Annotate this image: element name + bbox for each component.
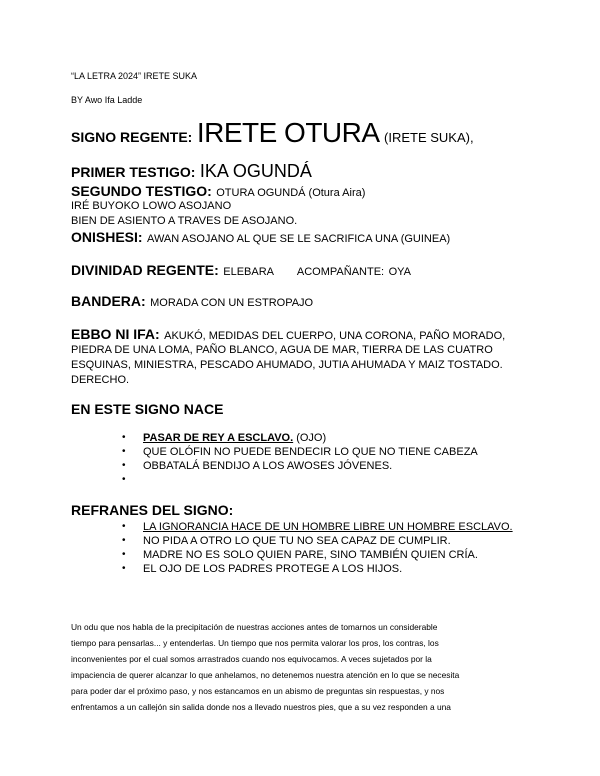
nace-item-main: QUE OLÓFIN NO PUEDE BENDECIR LO QUE NO TIENE CABEZA [143, 446, 478, 458]
paragraph-line: enfrentamos a un callejón sin salida donde nos a llevado nuestros pies, que a su vez responden a una [71, 702, 451, 712]
ebbo-line1-text: AKUKÓ, MEDIDAS DEL CUERPO, UNA CORONA, PAÑO MORADO, [164, 330, 506, 342]
onishesi-label: ONISHESI: [71, 229, 143, 245]
bullet-icon: • [122, 563, 126, 574]
author-line: BY Awo Ifa Ladde [71, 95, 143, 105]
bullet-icon: • [122, 521, 126, 532]
list-item [122, 445, 478, 459]
onishesi-line [71, 228, 450, 248]
divinidad-line [71, 261, 411, 281]
body-paragraph [71, 619, 531, 715]
nace-item-main: OBBATALÁ BENDIJO A LOS AWOSES JÓVENES. [143, 460, 393, 472]
paragraph-line: para poder dar el próximo paso, y nos estancamos en un abismo de preguntas sin respuestas, y nos [71, 686, 445, 696]
list-item [122, 562, 513, 576]
signo-regente-line [71, 116, 474, 155]
divinidad-value: ELEBARA [223, 266, 274, 278]
acompanante-label: ACOMPAÑANTE: [296, 266, 385, 278]
nace-item-main: PASAR DE REY A ESCLAVO. [143, 432, 294, 444]
list-item [122, 431, 478, 445]
refran-text: EL OJO DE LOS PADRES PROTEGE A LOS HIJOS. [143, 563, 403, 575]
paragraph-line: Un odu que nos habla de la precipitación de nuestras acciones antes de tomarnos un considerable [71, 622, 438, 632]
list-item [122, 459, 478, 473]
ebbo-label: EBBO NI IFA: [71, 326, 160, 342]
bullet-icon: • [122, 535, 126, 546]
paragraph-line: inconvenientes por el cual somos arrastrados cuando nos equivocamos. A veces sujetados por la [71, 654, 432, 664]
ebbo-line2: PIEDRA DE UNA LOMA, PAÑO BLANCO, AGUA DE MAR, TIERRA DE LAS CUATRO [71, 344, 493, 356]
list-item [122, 548, 513, 562]
list-item [122, 520, 513, 534]
bullet-icon: • [122, 432, 126, 443]
refran-text: NO PIDA A OTRO LO QUE TU NO SEA CAPAZ DE CUMPLIR. [143, 535, 451, 547]
ebbo-line1 [71, 326, 505, 344]
signo-regente-label: SIGNO REGENTE: [71, 129, 193, 145]
refranes-list [122, 520, 513, 576]
segundo-testigo-line2: BIEN DE ASIENTO A TRAVES DE ASOJANO. [71, 215, 298, 227]
refran-text: LA IGNORANCIA HACE DE UN HOMBRE LIBRE UN HOMBRE ESCLAVO. [143, 521, 513, 533]
primer-testigo-value: IKA OGUNDÁ [199, 161, 312, 181]
segundo-testigo-value: OTURA OGUNDÁ (Otura Aira) [216, 187, 366, 199]
bandera-line [71, 292, 313, 312]
list-item [122, 473, 478, 487]
ebbo-line4: DERECHO. [71, 374, 130, 386]
bullet-icon: • [122, 474, 126, 485]
signo-regente-suffix: (IRETE SUKA), [384, 130, 474, 145]
bullet-icon: • [122, 549, 126, 560]
ebbo-line3: ESQUINAS, MINIESTRA, PESCADO AHUMADO, JUTIA AHUMADA Y MAIZ TOSTADO. [71, 359, 503, 371]
bandera-value: MORADA CON UN ESTROPAJO [150, 297, 314, 309]
nace-item-extra: (OJO) [293, 432, 327, 444]
paragraph-line: tiempo para pensarlas... y entenderlas. Un tiempo que nos permita valorar los pros, los contras, los [71, 638, 439, 648]
segundo-testigo-label: SEGUNDO TESTIGO: [71, 183, 212, 199]
divinidad-label: DIVINIDAD REGENTE: [71, 262, 219, 278]
refran-text: MADRE NO ES SOLO QUIEN PARE, SINO TAMBIÉN QUIEN CRÍA. [143, 549, 478, 561]
paragraph-line: impaciencia de querer alcanzar lo que anhelamos, no detenemos nuestra atención en lo que se necesita [71, 670, 460, 680]
list-item [122, 534, 513, 548]
nace-list [122, 431, 478, 487]
refranes-heading: REFRANES DEL SIGNO: [71, 502, 234, 518]
nace-heading: EN ESTE SIGNO NACE [71, 401, 224, 417]
bandera-label: BANDERA: [71, 293, 146, 309]
signo-regente-value: IRETE OTURA [196, 117, 380, 148]
primer-testigo-label: PRIMER TESTIGO: [71, 164, 196, 180]
acompanante-value: OYA [388, 266, 411, 278]
document-title: “LA LETRA 2024” IRETE SUKA [71, 71, 198, 81]
bullet-icon: • [122, 446, 126, 457]
onishesi-value: AWAN ASOJANO AL QUE SE LE SACRIFICA UNA (GUINEA) [147, 233, 451, 245]
segundo-testigo-line1: IRÉ BUYOKO LOWO ASOJANO [71, 200, 232, 212]
bullet-icon: • [122, 460, 126, 471]
